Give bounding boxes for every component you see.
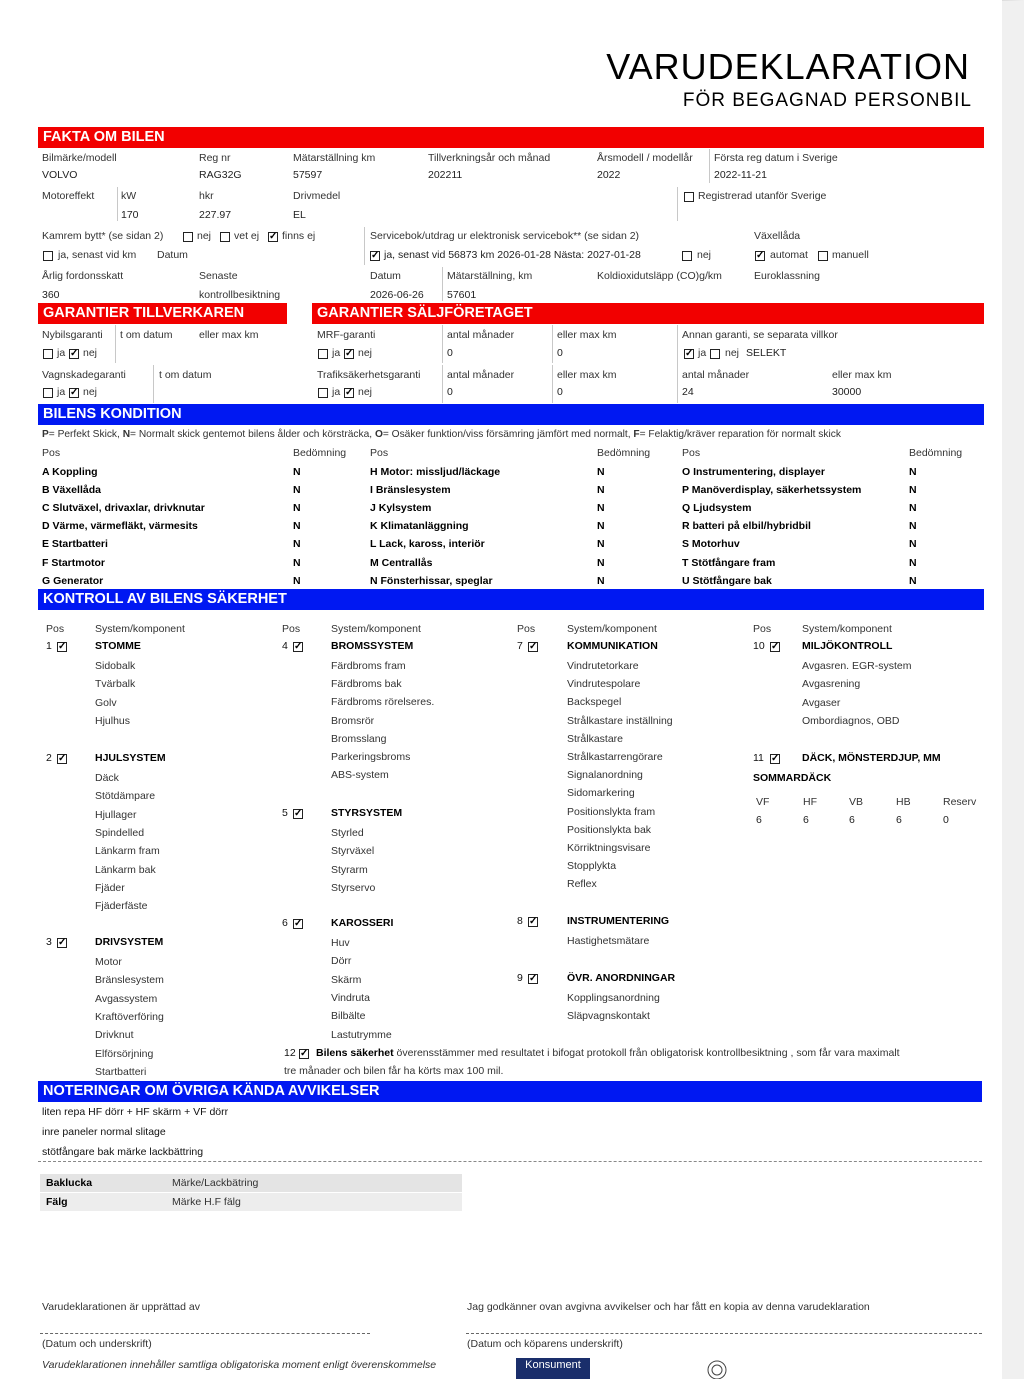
checkbox-kamrem-ja[interactable] <box>43 251 53 261</box>
checkbox-kamrem-nej[interactable] <box>183 232 193 242</box>
checkbox-pos-4[interactable] <box>293 642 303 652</box>
kondition-item: R batteri på elbil/hybridbil <box>682 520 811 533</box>
value-annan-max: 30000 <box>832 386 862 398</box>
pos-9-component: Släpvagnskontakt <box>567 1010 650 1023</box>
pos-3-component: Motor <box>95 956 122 968</box>
pos-11-subtitle: SOMMARDÄCK <box>753 772 832 784</box>
label-besikt-datum: Datum <box>370 270 401 282</box>
label-vagn-nej: nej <box>83 386 98 398</box>
checkbox-ny-nej[interactable] <box>69 349 79 359</box>
label-sak-pos: Pos <box>282 623 301 635</box>
label-annan-garanti: Annan garanti, se separata villkor <box>682 329 838 341</box>
pos-12-number: 12 <box>284 1047 296 1059</box>
checkbox-mrf-nej[interactable] <box>344 349 354 359</box>
note-row-2-desc: Märke H.F fälg <box>172 1196 241 1208</box>
label-annan-nej: nej <box>725 347 740 359</box>
value-trafik-antal: 0 <box>447 386 453 398</box>
pos-5-component: Styrväxel <box>331 845 375 858</box>
pos-1-number: 1 <box>46 640 52 652</box>
pos-4-component: Parkeringsbroms <box>331 751 411 763</box>
doc-title: VARUDEKLARATION <box>606 46 970 87</box>
pos-7-component: Sidomarkering <box>567 787 635 800</box>
pos-2-component: Fjäderfäste <box>95 900 148 913</box>
pos-7-component: Körriktningsvisare <box>567 842 651 854</box>
sign-right-line[interactable] <box>466 1333 982 1334</box>
checkbox-pos-10[interactable] <box>770 642 780 652</box>
kondition-item: E Startbatteri <box>42 538 108 551</box>
pos-5-component: Styrservo <box>331 881 376 894</box>
checkbox-vagn-ja[interactable] <box>43 388 53 398</box>
checkbox-trafik-ja[interactable] <box>318 388 328 398</box>
pos-2-component: Däck <box>95 772 119 784</box>
pos-7-component: Stopplykta <box>567 860 617 873</box>
pos-3-component: Bränslesystem <box>95 974 164 987</box>
kondition-item: A Koppling <box>42 466 98 478</box>
label-pos-1: Pos <box>42 447 61 459</box>
value-kw: 170 <box>121 209 139 221</box>
pos-12-line1: överensstämmer med resultatet i bifogat protokoll från obligatorisk kontrollbesiktning , som får vara maximalt <box>393 1047 900 1059</box>
pos-2-component: Länkarm fram <box>95 845 160 858</box>
kondition-item: S Motorhuv <box>682 538 740 551</box>
pos-10-component: Avgaser <box>802 696 841 709</box>
label-skatt: Årlig fordonsskatt <box>42 270 124 282</box>
pos-7-component: Strålkastare <box>567 732 624 745</box>
pos-12-line2: tre månader och bilen får ha körts max 100 mil. <box>284 1065 504 1077</box>
kondition-rating: N <box>597 538 605 551</box>
value-model: VOLVO <box>42 169 78 181</box>
checkbox-reg-utanfor[interactable] <box>684 192 694 202</box>
kondition-rating: N <box>293 502 301 515</box>
pos-2-component: Länkarm bak <box>95 863 156 876</box>
label-annan-max: eller max km <box>832 369 892 381</box>
kondition-item: M Centrallås <box>370 556 433 569</box>
label-reg-utanfor: Registrerad utanför Sverige <box>698 190 827 202</box>
value-mrf-antal: 0 <box>447 347 453 359</box>
kondition-rating: N <box>293 520 301 533</box>
pos-5-title: STYRSYSTEM <box>331 807 403 819</box>
pos-3-component: Drivknut <box>95 1029 134 1042</box>
checkbox-pos-11[interactable] <box>770 754 780 764</box>
legend-key-f: F <box>633 429 640 440</box>
label-bed-2: Bedömning <box>597 447 651 459</box>
kondition-rating: N <box>909 484 917 497</box>
pos-1-component: Sidobalk <box>95 660 136 672</box>
label-kamrem-senast: ja, senast vid km <box>58 249 137 261</box>
pos-4-title: BROMSSYSTEM <box>331 640 414 652</box>
label-manuell: manuell <box>832 249 869 261</box>
kondition-rating: N <box>909 466 917 478</box>
label-sak-system: System/komponent <box>567 623 657 635</box>
note-line-2: inre paneler normal slitage <box>42 1126 166 1138</box>
label-motoreffekt: Motoreffekt <box>42 190 95 202</box>
kondition-item: H Motor: missljud/läckage <box>370 466 501 478</box>
value-mileage: 57597 <box>293 169 323 181</box>
pos-6-component: Vindruta <box>331 991 370 1004</box>
value-arsmodell: 2022 <box>597 169 621 181</box>
checkbox-automat[interactable] <box>755 251 765 261</box>
checkbox-mrf-ja[interactable] <box>318 349 328 359</box>
label-tillv: Tillverkningsår och månad <box>428 152 551 164</box>
section-fakta: FAKTA OM BILEN <box>38 127 984 148</box>
checkbox-pos-12[interactable] <box>299 1049 309 1059</box>
value-mrf-max: 0 <box>557 347 563 359</box>
pos-6-title: KAROSSERI <box>331 917 394 929</box>
pos-10-component: Avgasren. EGR-system <box>802 660 912 672</box>
tyre-col-value: 6 <box>896 814 902 826</box>
label-pos-3: Pos <box>682 447 701 459</box>
pos-2-component: Stötdämpare <box>95 790 156 803</box>
label-trafik-antal: antal månader <box>447 369 515 381</box>
pos-2-component: Hjullager <box>95 808 137 821</box>
legend-key-o: O <box>374 429 383 440</box>
label-vaxellada: Växellåda <box>754 230 801 242</box>
note-line-1: liten repa HF dörr + HF skärm + VF dörr <box>42 1106 229 1118</box>
label-ny-ja: ja <box>57 347 66 359</box>
kondition-rating: N <box>597 574 605 587</box>
label-forsta-reg: Första reg datum i Sverige <box>714 152 838 164</box>
label-mrf-antal: antal månader <box>447 329 515 341</box>
label-mrf: MRF-garanti <box>317 329 376 341</box>
checkbox-pos-6[interactable] <box>293 919 303 929</box>
pos-4-component: Färdbroms bak <box>331 678 402 691</box>
section-garanti-salj: GARANTIER SÄLJFÖRETAGET <box>312 303 984 324</box>
section-sakerhet: KONTROLL AV BILENS SÄKERHET <box>38 589 984 610</box>
konsument-logo: Konsument <box>516 1358 590 1379</box>
pos-5-component: Styrarm <box>331 863 368 876</box>
note-row-1-desc: Märke/Lackbätring <box>172 1177 259 1189</box>
kondition-rating: N <box>909 574 917 587</box>
legend-key-n: N <box>122 429 131 440</box>
pos-4-number: 4 <box>282 640 288 652</box>
label-annan-ja: ja <box>698 347 707 359</box>
checkbox-ny-ja[interactable] <box>43 349 53 359</box>
label-service-nej: nej <box>697 249 712 261</box>
label-annan-antal: antal månader <box>682 369 750 381</box>
kondition-item: I Bränslesystem <box>370 484 451 497</box>
pos-6-component: Huv <box>331 937 350 949</box>
pos-7-component: Reflex <box>567 878 597 891</box>
checkbox-service-nej[interactable] <box>682 251 692 261</box>
kondition-item: J Kylsystem <box>370 502 432 515</box>
kondition-rating: N <box>909 556 917 569</box>
pos-4-component: ABS-system <box>331 769 389 782</box>
label-kw: kW <box>121 190 137 202</box>
label-kamrem: Kamrem bytt* (se sidan 2) <box>42 230 164 242</box>
pos-5-component: Styrled <box>331 827 364 839</box>
kondition-rating: N <box>597 556 605 569</box>
label-sak-pos: Pos <box>46 623 65 635</box>
label-sak-pos: Pos <box>753 623 772 635</box>
kondition-item: P Manöverdisplay, säkerhetssystem <box>682 484 862 497</box>
value-reg: RAG32G <box>199 169 242 181</box>
emblem-icon <box>700 1357 734 1379</box>
value-drivmedel: EL <box>293 209 306 221</box>
checkbox-kamrem-vetej[interactable] <box>220 232 230 242</box>
label-sak-system: System/komponent <box>802 623 892 635</box>
kondition-item: K Klimatanläggning <box>370 520 469 533</box>
label-automat: automat <box>770 249 808 261</box>
tyre-col-value: 6 <box>849 814 855 826</box>
note-row-2-bg <box>40 1193 462 1211</box>
tyre-col-label: HF <box>803 796 817 808</box>
label-kamrem-nej: nej <box>197 230 212 242</box>
value-service: ja, senast vid 56873 km 2026-01-28 Nästa: 2027-01-28 <box>384 249 641 261</box>
pos-2-number: 2 <box>46 752 52 764</box>
checkbox-pos-7[interactable] <box>528 642 538 652</box>
kondition-item: O Instrumentering, displayer <box>682 466 825 478</box>
pos-4-component: Färdbroms fram <box>331 660 406 672</box>
pos-7-component: Strålkastarrengörare <box>567 751 663 763</box>
checkbox-pos-2[interactable] <box>57 754 67 764</box>
label-vagn-tom: t om datum <box>159 369 212 381</box>
kondition-rating: N <box>293 466 301 478</box>
pos-3-component: Startbatteri <box>95 1065 147 1078</box>
note-line-3: stötfångare bak märke lackbättring <box>42 1146 204 1158</box>
tyre-col-value: 6 <box>803 814 809 826</box>
label-bed-1: Bedömning <box>293 447 347 459</box>
sign-right-label: Jag godkänner ovan avgivna avvikelser och har fått en kopia av denna varudeklaration <box>467 1301 870 1313</box>
checkbox-pos-9[interactable] <box>528 974 538 984</box>
kondition-item: G Generator <box>42 574 104 587</box>
pos-1-component: Golv <box>95 696 117 709</box>
value-besikt-datum: 2026-06-26 <box>370 289 424 301</box>
value-tillv: 202211 <box>428 169 463 181</box>
pos-1-title: STOMME <box>95 640 141 652</box>
pos-11-title: DÄCK, MÖNSTERDJUP, MM <box>802 752 941 764</box>
kondition-rating: N <box>597 502 605 515</box>
checkbox-pos-5[interactable] <box>293 809 303 819</box>
pos-2-component: Fjäder <box>95 881 125 894</box>
note-divider <box>38 1161 982 1162</box>
label-kamrem-vetej: vet ej <box>234 230 260 242</box>
label-mileage: Mätarställning km <box>293 152 376 164</box>
value-trafik-max: 0 <box>557 386 563 398</box>
pos-6-component: Lastutrymme <box>331 1028 392 1041</box>
value-skatt: 360 <box>42 289 60 301</box>
checkbox-pos-8[interactable] <box>528 917 538 927</box>
pos-9-component: Kopplingsanordning <box>567 992 660 1004</box>
value-annan-antal: 24 <box>682 386 694 398</box>
doc-subtitle: FÖR BEGAGNAD PERSONBIL <box>682 90 972 111</box>
label-vagnskadegaranti: Vagnskadegaranti <box>42 369 126 381</box>
kondition-legend <box>42 428 841 441</box>
label-mrf-max: eller max km <box>557 329 617 341</box>
label-hkr: hkr <box>199 190 214 202</box>
label-pos-2: Pos <box>370 447 389 459</box>
kondition-rating: N <box>909 538 917 551</box>
kondition-rating: N <box>293 574 301 587</box>
pos-3-title: DRIVSYSTEM <box>95 936 164 948</box>
label-ny-max: eller max km <box>199 329 259 341</box>
section-garanti-tillverkare: GARANTIER TILLVERKAREN <box>38 303 287 324</box>
label-arsmodell: Årsmodell / modellår <box>597 152 693 164</box>
pos-6-component: Dörr <box>331 955 352 968</box>
pos-7-component: Signalanordning <box>567 769 643 782</box>
tyre-col-value: 6 <box>756 814 762 826</box>
kondition-item: L Lack, kaross, interiör <box>370 538 485 551</box>
pos-7-title: KOMMUNIKATION <box>567 640 658 652</box>
pos-6-number: 6 <box>282 917 288 929</box>
kondition-rating: N <box>909 502 917 515</box>
label-euroklass: Euroklassning <box>754 270 820 282</box>
checkbox-annan-nej[interactable] <box>710 349 720 359</box>
kondition-item: U Stötfångare bak <box>682 574 772 587</box>
note-row-2-part: Fälg <box>46 1196 68 1208</box>
tyre-col-label: VB <box>849 796 864 808</box>
tyre-col-label: VF <box>756 796 770 808</box>
section-noteringar: NOTERINGAR OM ÖVRIGA KÄNDA AVVIKELSER <box>38 1081 982 1102</box>
label-ny-nej: nej <box>83 347 98 359</box>
kondition-rating: N <box>597 466 605 478</box>
label-bed-3: Bedömning <box>909 447 963 459</box>
pos-8-title: INSTRUMENTERING <box>567 915 670 927</box>
pos-9-number: 9 <box>517 972 523 984</box>
pos-11-number: 11 <box>753 752 764 764</box>
label-co2: Koldioxidutsläpp (CO)g/km <box>597 270 722 282</box>
pos-7-number: 7 <box>517 640 523 652</box>
pos-10-component: Ombordiagnos, OBD <box>802 714 900 727</box>
pos-4-component: Färdbroms rörelseres. <box>331 696 435 709</box>
label-servicebok: Servicebok/utdrag ur elektronisk servicebok** (se sidan 2) <box>370 230 640 242</box>
label-model: Bilmärke/modell <box>42 152 117 164</box>
pos-5-number: 5 <box>282 807 288 819</box>
sign-left-line[interactable] <box>40 1333 370 1334</box>
pos-7-component: Vindrutespolare <box>567 678 641 691</box>
pos-7-component: Positionslykta bak <box>567 823 652 836</box>
pos-7-component: Strålkastare inställning <box>567 714 673 727</box>
pos-3-number: 3 <box>46 936 52 948</box>
label-ny-tom: t om datum <box>120 329 173 341</box>
label-vagn-ja: ja <box>57 386 66 398</box>
kondition-item: C Slutväxel, drivaxlar, drivknutar <box>42 502 205 515</box>
kondition-rating: N <box>293 556 301 569</box>
pos-2-title: HJULSYSTEM <box>95 752 166 764</box>
tyre-col-label: HB <box>896 796 911 808</box>
legend-key-p: P <box>42 429 49 440</box>
pos-3-component: Kraftöverföring <box>95 1010 164 1023</box>
pos-8-component: Hastighetsmätare <box>567 935 650 947</box>
label-trafik-nej: nej <box>358 386 373 398</box>
pos-7-component: Backspegel <box>567 696 622 709</box>
label-sak-system: System/komponent <box>95 623 185 635</box>
label-mrf-ja: ja <box>332 347 341 359</box>
pos-3-component: Elförsörjning <box>95 1047 154 1060</box>
checkbox-manuell[interactable] <box>818 251 828 261</box>
sign-left-label: Varudeklarationen är upprättad av <box>42 1301 200 1313</box>
checkbox-vagn-nej[interactable] <box>69 388 79 398</box>
label-kamrem-datum: Datum <box>157 249 188 261</box>
value-besikt-mil: 57601 <box>447 289 477 301</box>
pos-3-component: Avgassystem <box>95 992 158 1005</box>
pos-4-component: Bromsslang <box>331 732 387 745</box>
pos-6-component: Bilbälte <box>331 1010 366 1023</box>
tyre-col-label: Reserv <box>943 796 977 808</box>
label-kontrollbesiktning: kontrollbesiktning <box>199 289 281 301</box>
pos-1-component: Tvärbalk <box>95 678 136 691</box>
label-sak-pos: Pos <box>517 623 536 635</box>
label-drivmedel: Drivmedel <box>293 190 341 202</box>
kondition-rating: N <box>597 484 605 497</box>
value-forsta-reg: 2022-11-21 <box>714 169 767 181</box>
label-sak-system: System/komponent <box>331 623 421 635</box>
pos-8-number: 8 <box>517 915 523 927</box>
kondition-item: B Växellåda <box>42 484 101 497</box>
pos-12-bold: Bilens säkerhet <box>316 1047 394 1059</box>
pos-6-component: Skärm <box>331 973 362 986</box>
kondition-rating: N <box>597 520 605 533</box>
label-trafik: Trafiksäkerhetsgaranti <box>317 369 421 381</box>
value-hkr: 227.97 <box>199 209 232 221</box>
section-kondition: BILENS KONDITION <box>38 404 984 425</box>
kondition-item: D Värme, värmefläkt, värmesits <box>42 520 198 533</box>
pos-4-component: Bromsrör <box>331 714 375 727</box>
footer-note: Varudeklarationen innehåller samtliga obligatoriska moment enligt överenskommelse <box>42 1359 437 1371</box>
checkbox-service-ja[interactable] <box>370 251 380 261</box>
pos-7-component: Vindrutetorkare <box>567 660 639 672</box>
pos-2-component: Spindelled <box>95 826 145 839</box>
checkbox-annan-ja[interactable] <box>684 349 694 359</box>
kondition-item: N Fönsterhissar, speglar <box>370 574 493 587</box>
value-annan-garanti: SELEKT <box>746 347 787 359</box>
label-kamrem-finnsej: finns ej <box>282 230 316 242</box>
checkbox-trafik-nej[interactable] <box>344 388 354 398</box>
kondition-rating: N <box>293 538 301 551</box>
kondition-item: F Startmotor <box>42 556 105 569</box>
label-trafik-ja: ja <box>332 386 341 398</box>
pos-7-component: Positionslykta fram <box>567 805 656 818</box>
pos-1-component: Hjulhus <box>95 714 131 727</box>
kondition-rating: N <box>293 484 301 497</box>
kondition-item: Q Ljudsystem <box>682 502 752 515</box>
label-nybilsgaranti: Nybilsgaranti <box>42 329 103 341</box>
kondition-rating: N <box>909 520 917 533</box>
pos-10-number: 10 <box>753 640 765 652</box>
checkbox-kamrem-finnsej[interactable] <box>268 232 278 242</box>
label-trafik-max: eller max km <box>557 369 617 381</box>
pos-10-component: Avgasrening <box>802 678 861 691</box>
tyre-col-value: 0 <box>943 814 949 826</box>
label-besikt-mil: Mätarställning, km <box>447 270 533 282</box>
sign-right-caption: (Datum och köparens underskrift) <box>467 1338 623 1350</box>
label-reg: Reg nr <box>199 152 231 164</box>
legend-text: = Perfekt Skick, N= Normalt skick gentemot bilens ålder och körsträcka, O= Osäker funktion/viss försämring jämfört med normalt, F= Felaktig/kräver reparation för normalt skick <box>48 429 841 440</box>
note-row-1-part: Baklucka <box>46 1177 93 1189</box>
kondition-item: T Stötfångare fram <box>682 556 776 569</box>
checkbox-pos-3[interactable] <box>57 938 67 948</box>
label-mrf-nej: nej <box>358 347 373 359</box>
pos-9-title: ÖVR. ANORDNINGAR <box>567 972 676 984</box>
pos-10-title: MILJÖKONTROLL <box>802 640 893 652</box>
checkbox-pos-1[interactable] <box>57 642 67 652</box>
pos-12-text <box>316 1047 900 1060</box>
label-senaste: Senaste <box>199 270 238 282</box>
sign-left-caption: (Datum och underskrift) <box>42 1338 152 1350</box>
